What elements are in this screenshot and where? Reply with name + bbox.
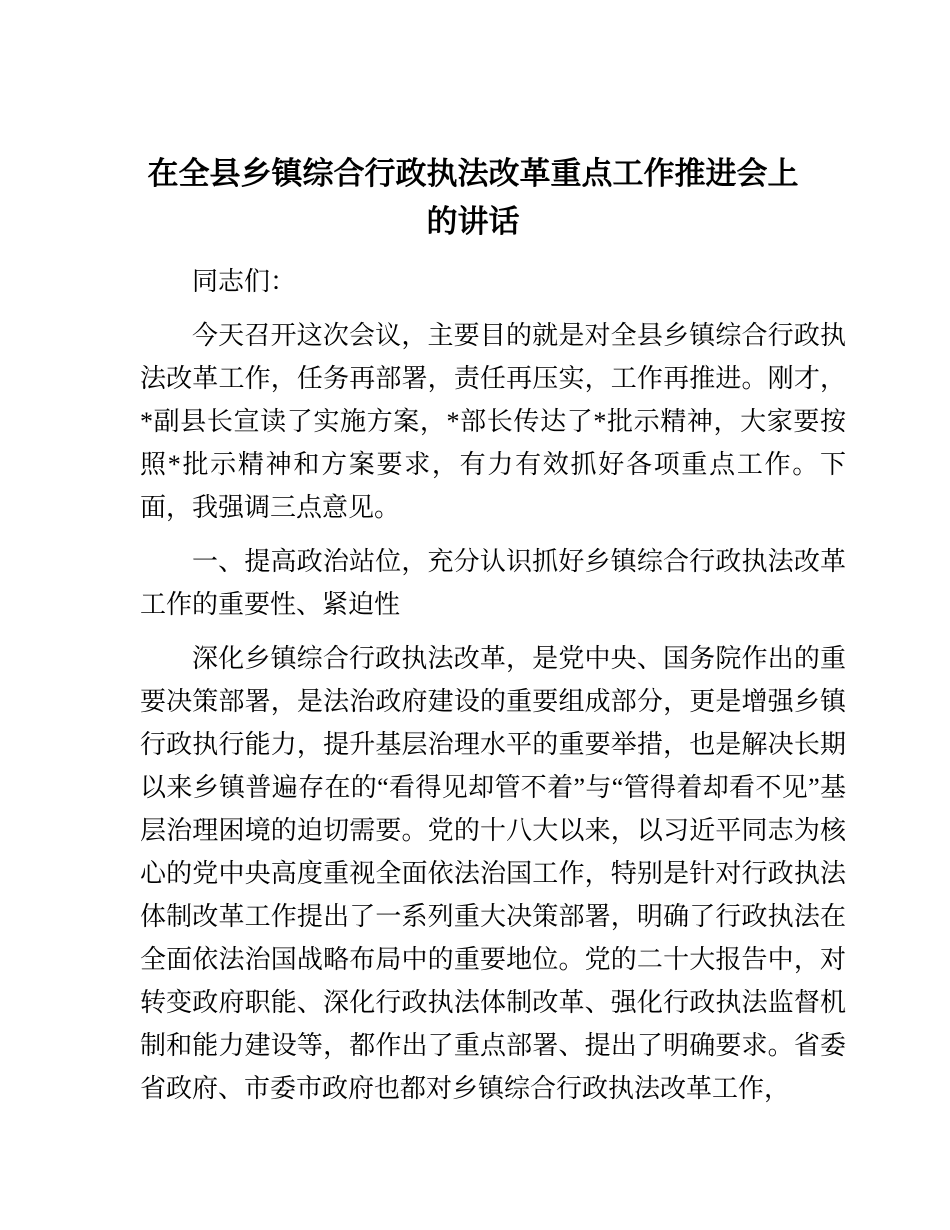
document-title: 在全县乡镇综合行政执法改革重点工作推进会上的讲话 (147, 156, 799, 239)
salutation: 同志们： (192, 267, 297, 296)
paragraph-section-1-body: 深化乡镇综合行政执法改革，是党中央、国务院作出的重要决策部署，是法治政府建设的重要组成部分，更是增强乡镇行政执行能力，提升基层治理水平的重要举措，也是解决长期以来乡镇普遍存在的“看得见却管不着”与“管得着却看不见”基层治理困境的迫切需要。党的十八大以来，以习近平同志为核心的党中央高度重视全面依法治国工作，特别是针对行政执法体制改革工作提出了一系列重大决策部署，明确了行政执法在全面依法治国战略布局中的重要地位。党的二十大报告中，对转变政府职能、深化行政执法体制改革、强化行政执法监督机制和能力建设等，都作出了重点部署、提出了明确要求。省委省政府、市委市政府也都对乡镇综合行政执法改革工作， (140, 644, 846, 1103)
paragraph-opening: 今天召开这次会议，主要目的就是对全县乡镇综合行政执法改革工作，任务再部署，责任再压实，工作再推进。刚才，*副县长宣读了实施方案，*部长传达了*批示精神，大家要按照*批示精神和方案要求，有力有效抓好各项重点工作。下面，我强调三点意见。 (140, 321, 846, 522)
section-heading-1: 一、提高政治站位，充分认识抓好乡镇综合行政执法改革工作的重要性、紧迫性 (140, 547, 846, 619)
